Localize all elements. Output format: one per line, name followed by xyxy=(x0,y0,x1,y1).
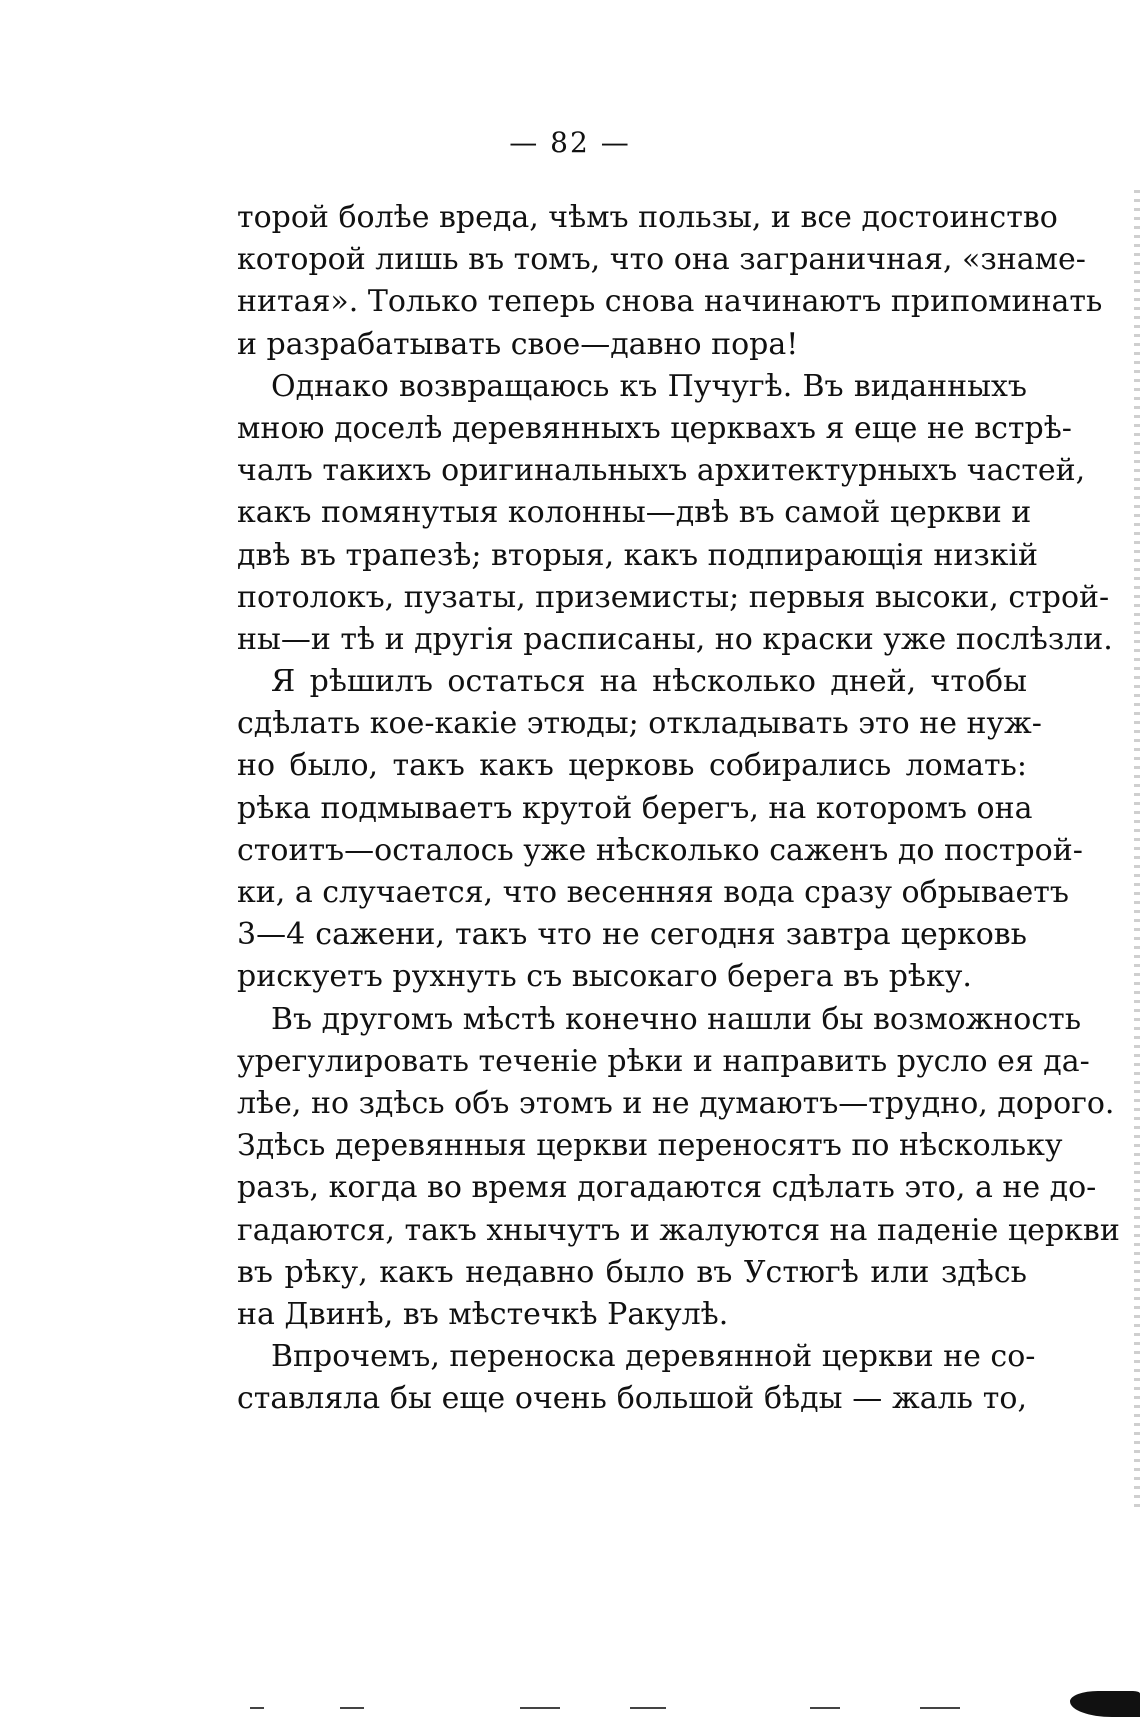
page-edge-shadow xyxy=(1134,190,1140,1510)
text-line: разъ, когда во время догадаются сдѣлать это, а не до- xyxy=(237,1170,1097,1206)
text-line: и разрабатывать свое—давно пора! xyxy=(237,326,799,362)
scan-mark xyxy=(920,1707,960,1709)
text-line: которой лишь въ томъ, что она заграничная, «знаме- xyxy=(237,242,1086,278)
text-line: рискуетъ рухнуть съ высокаго берега въ рѣку. xyxy=(237,959,972,995)
text-line: но было, такъ какъ церковь собирались ломать: xyxy=(237,748,1027,784)
text-line: чалъ такихъ оригинальныхъ архитектурныхъ частей, xyxy=(237,453,1086,489)
text-line: стоитъ—осталось уже нѣсколько саженъ до построй- xyxy=(237,832,1083,868)
text-line: Я рѣшилъ остаться на нѣсколько дней, чтобы xyxy=(271,664,1027,700)
scan-artifacts xyxy=(250,1689,1140,1717)
text-line: лѣе, но здѣсь объ этомъ и не думаютъ—трудно, дорого. xyxy=(237,1085,1115,1121)
text-line: нитая». Только теперь снова начинаютъ припоминать xyxy=(237,284,1103,320)
text-line: на Двинѣ, въ мѣстечкѣ Ракулѣ. xyxy=(237,1296,729,1332)
text-line: урегулировать теченіе рѣки и направить русло ея да- xyxy=(237,1043,1090,1079)
text-line: торой болѣе вреда, чѣмъ пользы, и все достоинство xyxy=(237,200,1058,235)
text-line: потолокъ, пузаты, приземисты; первыя высоки, строй- xyxy=(237,579,1110,615)
text-line: гадаются, такъ хнычутъ и жалуются на паденіе церкви xyxy=(237,1212,1120,1248)
text-line: въ рѣку, какъ недавно было въ Устюгѣ или здѣсь xyxy=(237,1254,1027,1290)
text-line: мною доселѣ деревянныхъ церквахъ я еще не встрѣ- xyxy=(237,410,1072,446)
page-number: — 82 — xyxy=(509,126,631,159)
text-line: Впрочемъ, переноска деревянной церкви не со- xyxy=(271,1339,1036,1375)
text-line: ки, а случается, что весенняя вода сразу обрываетъ xyxy=(237,875,1069,910)
text-line: сдѣлать кое-какіе этюды; откладывать это не нуж- xyxy=(237,706,1042,742)
text-line: ны—и тѣ и другія расписаны, но краски уже послѣзли. xyxy=(237,621,1113,657)
ink-blot xyxy=(1070,1691,1140,1717)
scan-mark xyxy=(340,1707,364,1709)
text-line: Въ другомъ мѣстѣ конечно нашли бы возможность xyxy=(271,1001,1082,1037)
text-line: Здѣсь деревянныя церкви переносятъ по нѣскольку xyxy=(237,1128,1063,1164)
text-line: Однако возвращаюсь къ Пучугѣ. Въ виданныхъ xyxy=(271,368,1027,404)
scan-mark xyxy=(630,1707,666,1709)
text-line: 3—4 сажени, такъ что не сегодня завтра церковь xyxy=(237,917,1027,953)
text-line: ставляла бы еще очень большой бѣды — жаль то, xyxy=(237,1381,1027,1417)
scan-mark xyxy=(810,1707,840,1709)
text-line: двѣ въ трапезѣ; вторыя, какъ подпирающія низкій xyxy=(237,537,1039,573)
text-line: рѣка подмываетъ крутой берегъ, на которомъ она xyxy=(237,790,1033,826)
scan-mark xyxy=(250,1707,264,1709)
scan-mark xyxy=(520,1707,560,1709)
text-line: какъ помянутыя колонны—двѣ въ самой церкви и xyxy=(237,495,1032,531)
body-text xyxy=(237,197,1120,1420)
